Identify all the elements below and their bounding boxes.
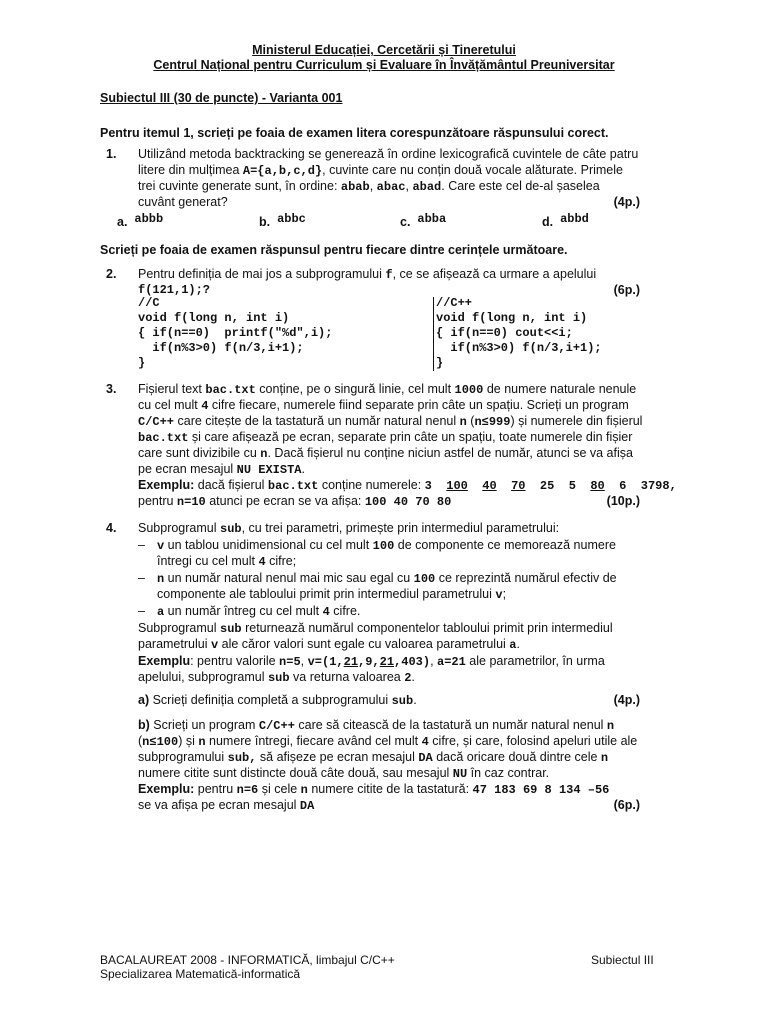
footer-exam: BACALAUREAT 2008 - INFORMATICĂ, limbajul C/C++	[100, 953, 395, 967]
subject-title: Subiectul III (30 de puncte) - Varianta 001	[100, 91, 343, 105]
q3-line-2: cu cel mult 4 cifre fiecare, numerele fiind separate prin câte un spațiu. Scrieți un program	[138, 398, 629, 413]
q3-line-6: pe ecran mesajul NU EXISTA.	[138, 462, 305, 477]
code-c-line: if(n%3>0) f(n/3,i+1);	[138, 341, 304, 355]
footer-specialization: Specializarea Matematică-informatică	[100, 967, 301, 981]
q2-number: 2.	[106, 267, 117, 281]
code-c-line: void f(long n, int i)	[138, 311, 290, 325]
q1-line-3: trei cuvinte generate sunt, în ordine: abab, abac, abad. Care este cel de-al șaselea	[138, 179, 600, 194]
instruction-1: Pentru itemul 1, scrieți pe foaia de examen litera corespunzătoare răspunsului corect.	[100, 126, 609, 140]
q4-example-1: Exemplu: pentru valorile n=5, v=(1,21,9,21,403), a=21 ale parametrilor, în urma	[138, 654, 605, 669]
ministry-header: Ministerul Educației, Cercetării și Tineretului	[252, 43, 516, 57]
code-cpp-line: }	[436, 356, 444, 370]
q3-points: (10p.)	[606, 494, 640, 508]
q4-number: 4.	[106, 521, 117, 535]
center-header: Centrul Național pentru Curriculum și Evaluare în Învățământul Preuniversitar	[153, 58, 615, 72]
q2-points: (6p.)	[613, 283, 640, 297]
q4-part-b-3: subprogramului sub, să afișeze pe ecran mesajul DA dacă oricare două dintre cele n	[138, 750, 609, 765]
q4-para-1: Subprogramul sub returnează numărul componentelor tabloului primit prin intermediul	[138, 621, 613, 636]
q4-bullet-v-cont: întregi cu cel mult 4 cifre;	[157, 554, 297, 569]
q4-part-a: a) Scrieți definiția completă a subprogramului sub.	[138, 693, 417, 708]
q4b-points: (6p.)	[613, 798, 640, 812]
q3-line-4: bac.txt și care afișează pe ecran, separate prin câte un spațiu, toate numerele din fișier	[138, 430, 633, 445]
q1-line-4: cuvânt generat?	[138, 195, 228, 209]
q2-line-1: Pentru definiția de mai jos a subprogramului f, ce se afișează ca urmare a apelului	[138, 267, 597, 282]
q4-bullet-dash: –	[138, 571, 145, 585]
q1-option-c: c. abba	[400, 212, 447, 229]
q3-line-1: Fișierul text bac.txt conține, pe o singură linie, cel mult 1000 de numere naturale nenule	[138, 382, 637, 397]
footer-subject: Subiectul III	[591, 953, 654, 967]
q4-bullet-n-cont: componente ale tabloului primit prin intermediul parametrului v;	[157, 587, 507, 602]
q1-points: (4p.)	[613, 195, 640, 209]
q4-para-2: parametrului v ale căror valori sunt egale cu valoarea parametrului a.	[138, 637, 520, 652]
q1-option-a: a. abbb	[117, 212, 164, 229]
q3-example-2: pentru n=10 atunci pe ecran se va afișa: 100 40 70 80	[138, 494, 452, 509]
code-divider	[433, 297, 434, 371]
q1-line-1: Utilizând metoda backtracking se generează în ordine lexicografică cuvintele de câte patru	[138, 147, 639, 161]
code-c-line: //C	[138, 296, 160, 310]
q1-option-d: d. abbd	[542, 212, 589, 229]
code-cpp-line: if(n%3>0) f(n/3,i+1);	[436, 341, 602, 355]
q2-call: f(121,1);?	[138, 283, 211, 297]
q4-bullet-a: a un număr întreg cu cel mult 4 cifre.	[157, 604, 361, 619]
code-c-line: }	[138, 356, 146, 370]
q4-example-2: apelului, subprogramul sub va returna valoarea 2.	[138, 670, 415, 685]
q4-part-b-2: (n≤100) și n numere întregi, fiecare având cel mult 4 cifre, și care, folosind apeluri utile ale	[138, 734, 638, 749]
code-c	[138, 296, 332, 371]
code-cpp-line: void f(long n, int i)	[436, 311, 588, 325]
code-cpp-line: { if(n==0) cout<<i;	[436, 326, 573, 340]
q1-line-2: litere din mulțimea A={a,b,c,d}, cuvinte care nu conțin două vocale alăturate. Primele	[138, 163, 623, 178]
q1-option-b: b. abbc	[259, 212, 306, 229]
q4-bullet-dash: –	[138, 538, 145, 552]
q4a-points: (4p.)	[613, 693, 640, 707]
q4-part-b-1: b) Scrieți un program C/C++ care să citească de la tastatură un număr natural nenul n	[138, 718, 615, 733]
q4-intro: Subprogramul sub, cu trei parametri, primește prin intermediul parametrului:	[138, 521, 560, 536]
q3-example-1: Exemplu: dacă fișierul bac.txt conține numerele: 3 100 40 70 25 5 80 6 3798,	[138, 478, 677, 493]
code-cpp	[436, 296, 602, 371]
q4-part-b-4: numere citite sunt distincte două câte două, sau mesajul NU în caz contrar.	[138, 766, 550, 781]
q4-bullet-dash: –	[138, 604, 145, 618]
q4-bullet-v: v un tablou unidimensional cu cel mult 100 de componente ce memorează numere	[157, 538, 616, 553]
code-c-line: { if(n==0) printf("%d",i);	[138, 326, 333, 340]
q3-line-3: C/C++ care citește de la tastatură un număr natural nenul n (n≤999) și numerele din fișierul	[138, 414, 643, 429]
q4-part-b-example-2: se va afișa pe ecran mesajul DA	[138, 798, 315, 813]
instruction-2: Scrieți pe foaia de examen răspunsul pentru fiecare dintre cerințele următoare.	[100, 243, 568, 257]
q4-bullet-n: n un număr natural nenul mai mic sau egal cu 100 ce reprezintă numărul efectiv de	[157, 571, 617, 586]
q3-number: 3.	[106, 382, 117, 396]
q3-line-5: care sunt divizibile cu n. Dacă fișierul nu conține niciun astfel de număr, atunci se va afișa	[138, 446, 633, 461]
code-cpp-line: //C++	[436, 296, 473, 310]
q4-part-b-example-1: Exemplu: pentru n=6 și cele n numere citite de la tastatură: 47 183 69 8 134 –56	[138, 782, 610, 797]
q1-number: 1.	[106, 147, 117, 161]
